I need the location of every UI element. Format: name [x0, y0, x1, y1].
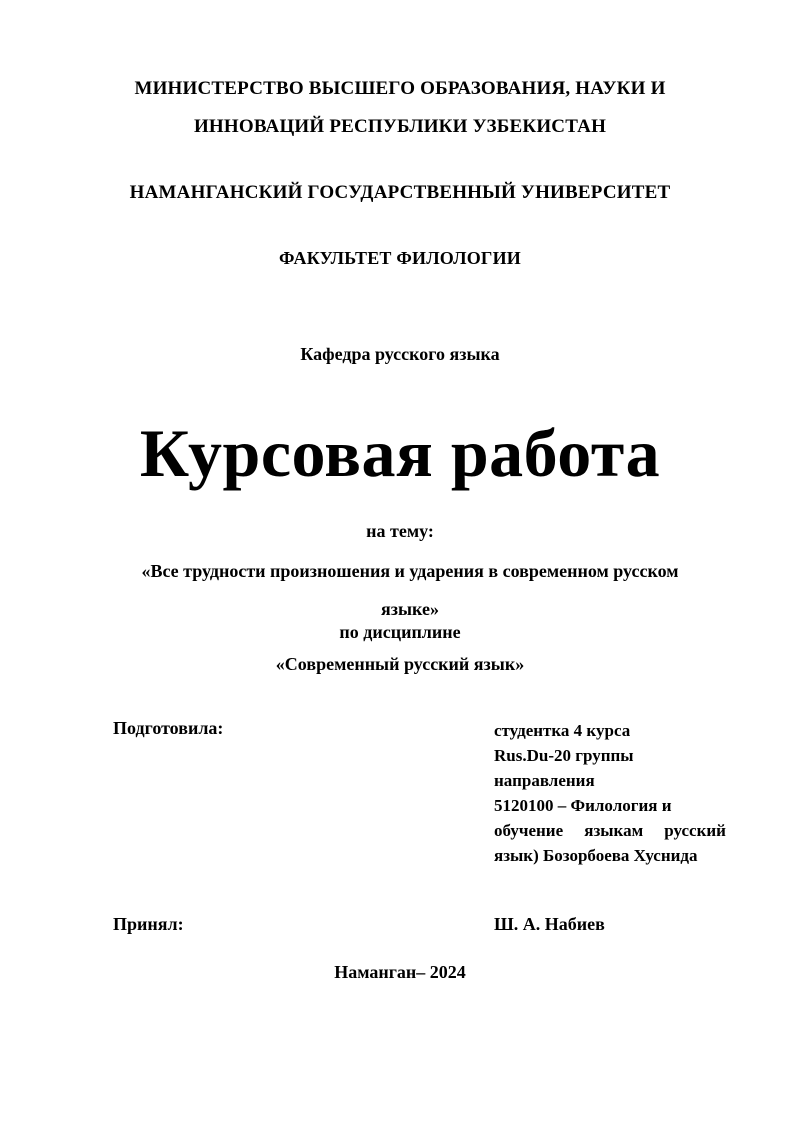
faculty-name: ФАКУЛЬТЕТ ФИЛОЛОГИИ: [279, 248, 521, 268]
author-detail-line-4: 5120100 – Филология и: [494, 796, 672, 815]
author-detail-line-6: язык) Бозорбоева Хуснида: [494, 846, 698, 865]
ministry-heading-line-1: МИНИСТЕРСТВО ВЫСШЕГО ОБРАЗОВАНИЯ, НАУКИ И: [134, 78, 666, 99]
topic-title: [110, 552, 710, 628]
discipline-name: «Современный русский язык»: [275, 654, 525, 674]
author-detail-line-5-word-3: русский: [664, 821, 726, 840]
ministry-heading-line-2: ИННОВАЦИЙ РЕСПУБЛИКИ УЗБЕКИСТАН: [193, 116, 607, 137]
topic-title-line-1: «Все трудности произношения и ударения в современном русском: [141, 561, 679, 581]
accepted-by-label: Принял:: [113, 914, 184, 934]
author-detail-line-1: студентка 4 курса: [494, 721, 631, 740]
prepared-by-label: Подготовила:: [113, 718, 224, 738]
department-name: Кафедра русского языка: [300, 344, 500, 364]
university-name: НАМАНГАНСКИЙ ГОСУДАРСТВЕННЫЙ УНИВЕРСИТЕТ: [129, 182, 671, 203]
author-details: [494, 718, 726, 868]
place-and-year: Наманган– 2024: [334, 962, 466, 982]
discipline-intro-label: по дисциплине: [339, 622, 461, 642]
author-detail-line-2: Rus.Du-20 группы: [494, 746, 634, 765]
author-detail-line-5-word-1: обучение: [494, 821, 564, 840]
page-title: Курсовая работа: [139, 415, 661, 491]
ministry-heading: [100, 70, 700, 146]
author-detail-line-5: [494, 818, 726, 843]
topic-title-line-2: языке»: [381, 599, 439, 619]
topic-intro-label: на тему:: [366, 521, 434, 541]
author-detail-line-5-word-2: языкам: [584, 821, 644, 840]
author-detail-line-3: направления: [494, 771, 595, 790]
accepted-by-name: Ш. А. Набиев: [494, 914, 605, 934]
